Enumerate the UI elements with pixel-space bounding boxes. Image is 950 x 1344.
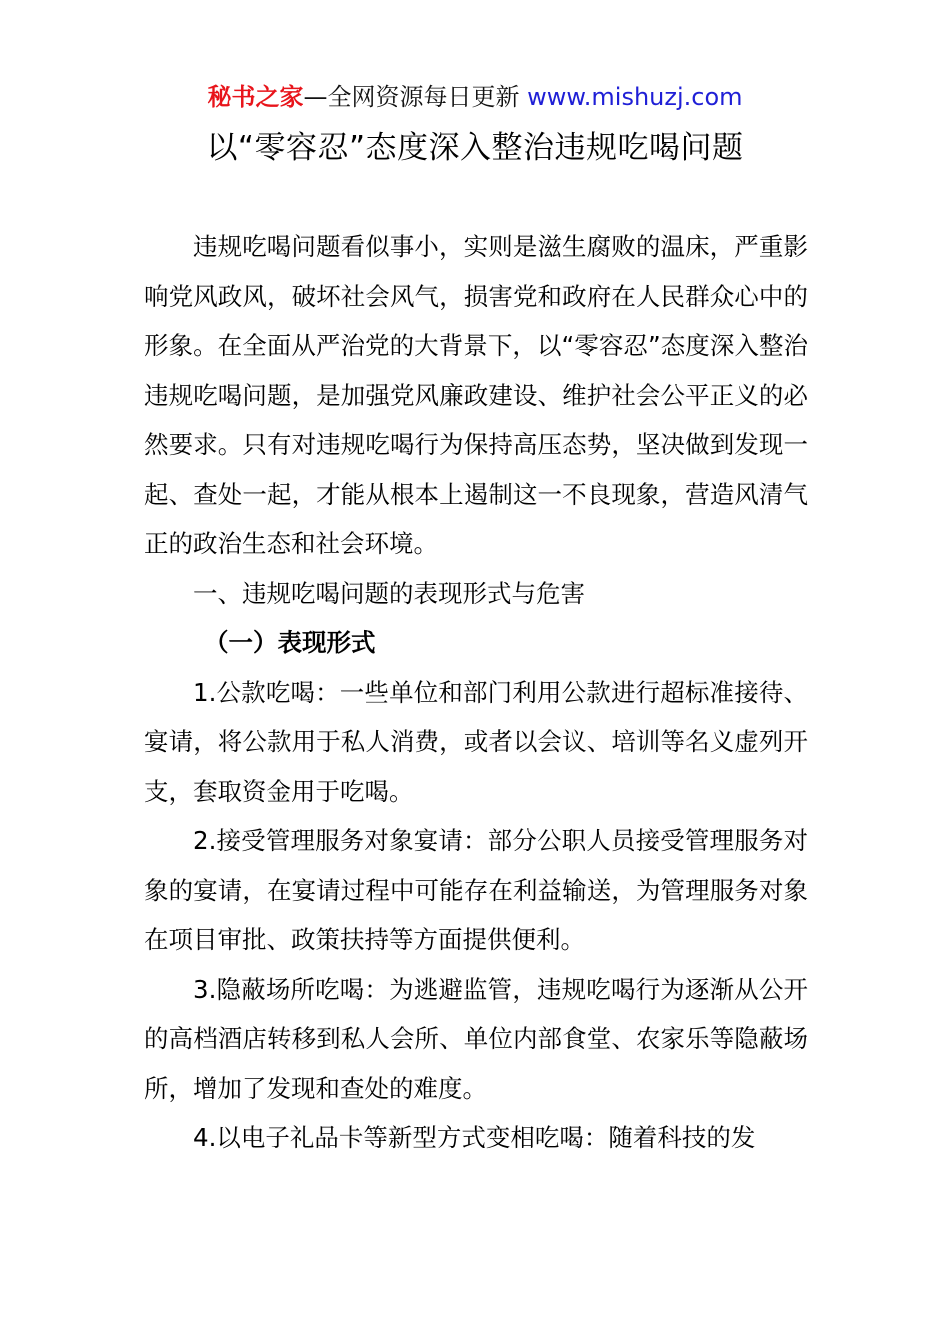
header-tagline: —全网资源每日更新: [303, 83, 520, 111]
site-url-link[interactable]: www.mishuzj.com: [527, 83, 743, 111]
document-body: [144, 222, 808, 1163]
document-title: 以“零容忍”态度深入整治违规吃喝问题: [206, 130, 744, 166]
list-item: 4.以电子礼品卡等新型方式变相吃喝：随着科技的发: [193, 1123, 756, 1152]
list-item: 2.接受管理服务对象宴请：部分公职人员接受管理服务对象的宴请，在宴请过程中可能存在利益输送，为管理服务对象在项目审批、政策扶持等方面提供便利。: [144, 826, 808, 954]
list-item: 3.隐蔽场所吃喝：为逃避监管，违规吃喝行为逐渐从公开的高档酒店转移到私人会所、单位内部食堂、农家乐等隐蔽场所，增加了发现和查处的难度。: [144, 974, 808, 1103]
site-header-banner: [0, 80, 950, 114]
list-item: 1.公款吃喝：一些单位和部门利用公款进行超标准接待、宴请，将公款用于私人消费，或者以会议、培训等名义虚列开支，套取资金用于吃喝。: [144, 677, 808, 806]
subsection-heading: （一）表现形式: [204, 628, 376, 657]
intro-paragraph: 违规吃喝问题看似事小，实则是滋生腐败的温床，严重影响党风政风，破坏社会风气，损害党和政府在人民群众心中的形象。在全面从严治党的大背景下，以“零容忍”态度深入整治违规吃喝问题，是加强党风廉政建设、维护社会公平正义的必然要求。只有对违规吃喝行为保持高压态势，坚决做到发现一起、查处一起，才能从根本上遏制这一不良现象，营造风清气正的政治生态和社会环境。: [144, 232, 808, 558]
brand-name: 秘书之家: [207, 83, 304, 111]
section-heading: 一、违规吃喝问题的表现形式与危害: [193, 578, 585, 608]
